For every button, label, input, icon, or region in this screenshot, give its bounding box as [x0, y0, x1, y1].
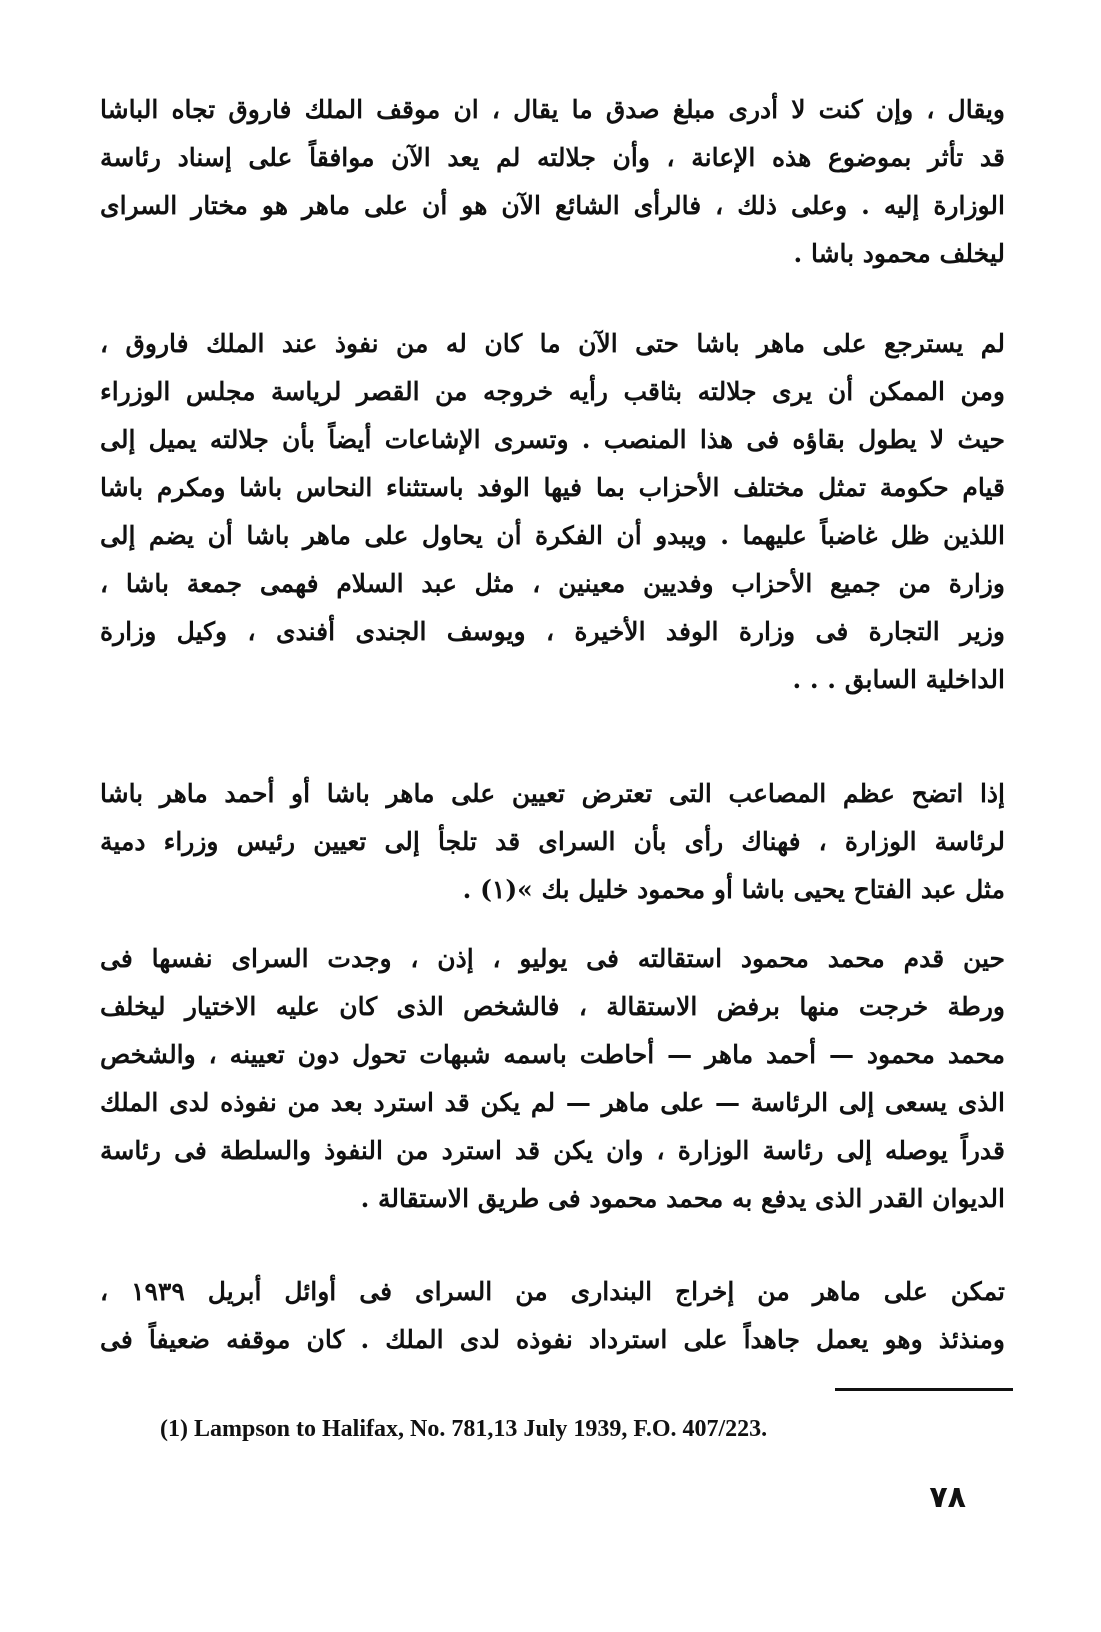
- text-line: ورطة خرجت منها برفض الاستقالة ، فالشخص الذى كان عليه الاختيار ليخلف: [100, 992, 1005, 1021]
- text-line: مثل عبد الفتاح يحيى باشا أو محمود خليل بك »(١) .: [462, 875, 1005, 904]
- text-line: ومن الممكن أن يرى جلالته بثاقب رأيه خروجه من القصر لرياسة مجلس الوزراء: [100, 377, 1005, 406]
- text-line: تمكن على ماهر من إخراج البندارى من السراى فى أوائل أبريل ١٩٣٩ ،: [100, 1277, 1005, 1306]
- paragraph-2: [100, 320, 1005, 704]
- text-line: ويقال ، وإن كنت لا أدرى مبلغ صدق ما يقال ، ان موقف الملك فاروق تجاه الباشا: [100, 95, 1005, 124]
- text-line: الذى يسعى إلى الرئاسة — على ماهر — لم يكن قد استرد بعد من نفوذه لدى الملك: [100, 1088, 1005, 1117]
- text-line: ليخلف محمود باشا .: [793, 239, 1005, 268]
- text-line: الوزارة إليه . وعلى ذلك ، فالرأى الشائع الآن هو أن على ماهر هو مختار السراى: [100, 191, 1005, 220]
- text-line: لم يسترجع على ماهر باشا حتى الآن ما كان له من نفوذ عند الملك فاروق ،: [100, 329, 1005, 358]
- text-line: وزارة من جميع الأحزاب وفديين معينين ، مثل عبد السلام فهمى جمعة باشا ،: [100, 569, 1005, 598]
- text-line: الديوان القدر الذى يدفع به محمد محمود فى طريق الاستقالة .: [360, 1184, 1005, 1213]
- text-line: قد تأثر بموضوع هذه الإعانة ، وأن جلالته لم يعد الآن موافقاً على إسناد رئاسة: [100, 143, 1005, 172]
- text-line: حيث لا يطول بقاؤه فى هذا المنصب . وتسرى الإشاعات أيضاً بأن جلالته يميل إلى: [100, 425, 1005, 454]
- text-line: وزير التجارة فى وزارة الوفد الأخيرة ، ويوسف الجندى أفندى ، وكيل وزارة: [100, 617, 1005, 646]
- text-line: إذا اتضح عظم المصاعب التى تعترض تعيين على ماهر باشا أو أحمد ماهر باشا: [100, 779, 1005, 808]
- text-line: حين قدم محمد محمود استقالته فى يوليو ، إذن ، وجدت السراى نفسها فى: [100, 944, 1005, 973]
- footnote: (1) Lampson to Halifax, No. 781,13 July 1939, F.O. 407/223.: [160, 1416, 768, 1442]
- text-line: ومنذئذ وهو يعمل جاهداً على استرداد نفوذه لدى الملك . كان موقفه ضعيفاً فى: [100, 1325, 1005, 1354]
- paragraph-1: [100, 86, 1005, 278]
- paragraph-5: [100, 1268, 1005, 1364]
- paragraph-3: [100, 770, 1005, 914]
- page-number: ٧٨: [929, 1480, 966, 1515]
- text-line: الداخلية السابق . . .: [792, 665, 1005, 694]
- footnote-separator: [835, 1388, 1013, 1391]
- paragraph-4: [100, 935, 1005, 1223]
- text-line: محمد محمود — أحمد ماهر — أحاطت باسمه شبهات تحول دون تعيينه ، والشخص: [100, 1040, 1005, 1069]
- text-line: قيام حكومة تمثل مختلف الأحزاب بما فيها الوفد باستثناء النحاس باشا ومكرم باشا: [100, 473, 1005, 502]
- text-line: اللذين ظل غاضباً عليهما . ويبدو أن الفكرة أن يحاول على ماهر باشا أن يضم إلى: [100, 521, 1005, 550]
- text-line: لرئاسة الوزارة ، فهناك رأى بأن السراى قد تلجأ إلى تعيين رئيس وزراء دمية: [100, 827, 1005, 856]
- text-line: قدراً يوصله إلى رئاسة الوزارة ، وان يكن قد استرد من النفوذ والسلطة فى رئاسة: [100, 1136, 1005, 1165]
